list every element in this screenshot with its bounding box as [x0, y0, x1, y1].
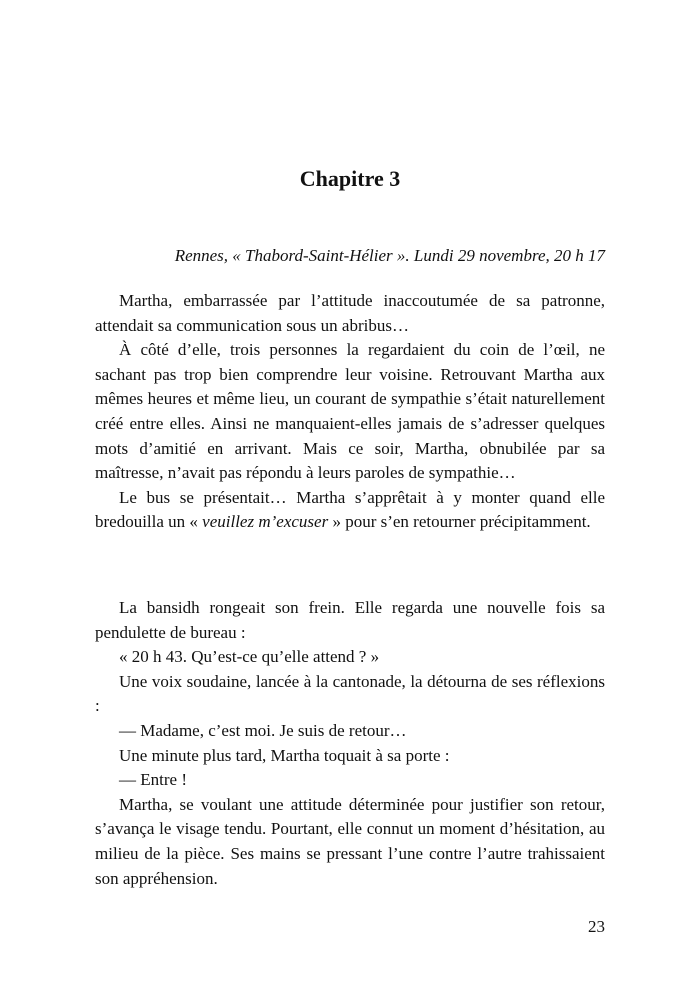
- dialogue-line: — Madame, c’est moi. Je suis de retour…: [119, 720, 407, 740]
- paragraph: Une voix soudaine, lancée à la cantonade, la détourna de ses réflexions :: [95, 671, 605, 716]
- chapter-title: Chapitre 3: [299, 166, 401, 191]
- section-2: [95, 596, 605, 891]
- paragraph: [95, 486, 605, 535]
- dialogue-line: — Entre !: [119, 770, 187, 790]
- paragraph: « 20 h 43. Qu’est-ce qu’elle attend ? »: [119, 647, 380, 667]
- paragraph: Martha, embarrassée par l’attitude inaccoutumée de sa patronne, attendait sa communication sous un abribus…: [95, 291, 605, 335]
- page-number: 23: [588, 917, 605, 936]
- paragraph: Martha, se voulant une attitude déterminée pour justifier son retour, s’avança le visage tendu. Pourtant, elle connut un moment d’hésitation, au milieu de la pièce. Ses mains se pressant l’une contre l’autre trahissaient son appréhension.: [95, 794, 605, 888]
- place-date-heading: Rennes, « Thabord-Saint-Hélier ». Lundi 29 novembre, 20 h 17: [174, 246, 605, 265]
- paragraph: Une minute plus tard, Martha toquait à sa porte :: [119, 745, 450, 765]
- italic-phrase: veuillez m’excuser: [202, 512, 329, 532]
- section-1: [95, 289, 605, 535]
- paragraph: À côté d’elle, trois personnes la regardaient du coin de l’œil, ne sachant pas trop bien comprendre leur voisine. Retrouvant Martha aux mêmes heures et même lieu, un courant de sympathie s’était naturellement créé entre elles. Ainsi ne manquaient-elles jamais de s’adresser quelques mots d’amitié en arrivant. Mais ce soir, Martha, obnubilée par sa maîtresse, n’avait pas répondu à leurs paroles de sympathie…: [95, 340, 605, 483]
- paragraph-text: » pour s’en retourner précipitamment.: [328, 512, 591, 532]
- paragraph: La bansidh rongeait son frein. Elle regarda une nouvelle fois sa pendulette de bureau :: [95, 598, 605, 642]
- paragraph-text: Le bus se présentait… Martha s’apprêtait à y monter quand elle bredouilla un «: [95, 487, 605, 532]
